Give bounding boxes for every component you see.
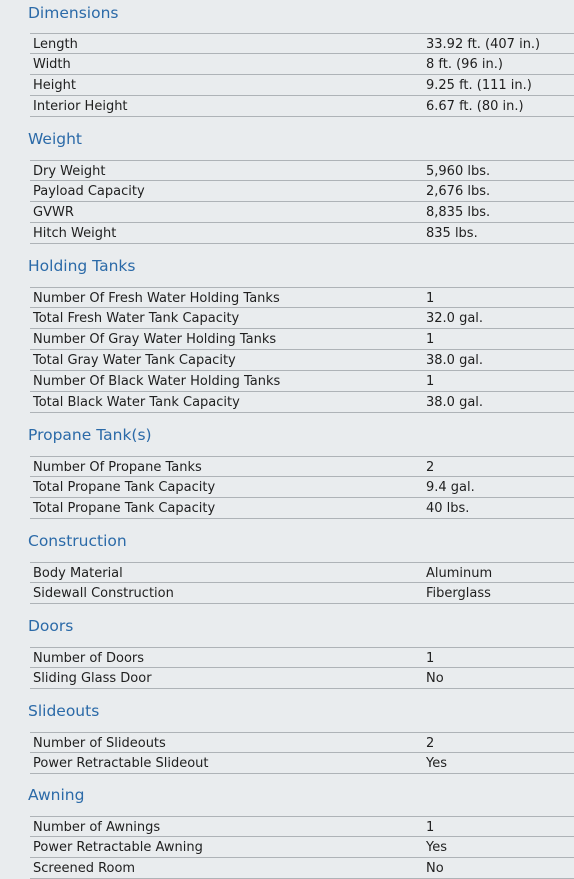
spec-row [30,732,574,753]
spec-label: Number Of Fresh Water Holding Tanks [33,291,280,306]
spec-value: 40 lbs. [426,501,470,516]
section-title-construction: Construction [28,532,127,550]
spec-label: Number of Doors [33,651,145,666]
spec-row [30,329,574,350]
spec-value: 1 [426,820,435,835]
spec-value: 2 [426,736,435,751]
spec-label: Height [33,78,76,93]
spec-row [30,456,574,477]
spec-row [30,668,574,689]
spec-row [30,583,574,604]
spec-row [30,647,574,668]
section-title-doors: Doors [28,617,74,635]
spec-value: 6.67 ft. (80 in.) [426,99,524,114]
spec-row [30,498,574,519]
spec-label: Sliding Glass Door [33,671,152,686]
spec-label: Interior Height [33,99,128,114]
spec-row [30,160,574,181]
spec-label: Dry Weight [33,164,106,179]
spec-row [30,371,574,392]
spec-value: 8,835 lbs. [426,205,491,220]
spec-row [30,308,574,329]
spec-value: 9.4 gal. [426,480,475,495]
spec-value: 835 lbs. [426,226,478,241]
spec-row [30,837,574,858]
spec-value: 1 [426,374,435,389]
spec-label: Power Retractable Awning [33,840,203,855]
spec-value: Aluminum [426,566,493,581]
section-title-propane-tanks: Propane Tank(s) [28,426,152,444]
spec-label: Total Propane Tank Capacity [33,501,216,516]
spec-value: 33.92 ft. (407 in.) [426,37,541,52]
spec-value: 9.25 ft. (111 in.) [426,78,532,93]
spec-label: Total Black Water Tank Capacity [33,395,240,410]
spec-value: Yes [426,756,447,771]
spec-label: Total Fresh Water Tank Capacity [33,311,240,326]
spec-row [30,181,574,202]
spec-row [30,96,574,117]
spec-value: 8 ft. (96 in.) [426,57,503,72]
spec-label: Number Of Black Water Holding Tanks [33,374,281,389]
spec-row [30,287,574,308]
spec-value: 5,960 lbs. [426,164,491,179]
spec-label: Number Of Gray Water Holding Tanks [33,332,277,347]
spec-value: 2 [426,460,435,475]
spec-row [30,223,574,244]
spec-label: Hitch Weight [33,226,117,241]
section-title-holding-tanks: Holding Tanks [28,257,136,275]
spec-label: Total Propane Tank Capacity [33,480,216,495]
spec-value: Fiberglass [426,586,491,601]
spec-label: Screened Room [33,861,136,876]
spec-label: Sidewall Construction [33,586,174,601]
section-title-awning: Awning [28,786,85,804]
section-title-weight: Weight [28,130,83,148]
spec-label: Width [33,57,71,72]
spec-label: Number of Slideouts [33,736,166,751]
spec-row [30,202,574,223]
spec-value: 2,676 lbs. [426,184,491,199]
spec-value: 1 [426,651,435,666]
spec-row [30,753,574,774]
spec-label: GVWR [33,205,74,220]
spec-label: Number Of Propane Tanks [33,460,202,475]
spec-row [30,75,574,96]
spec-label: Total Gray Water Tank Capacity [33,353,236,368]
spec-row [30,477,574,498]
spec-value: 1 [426,291,435,306]
spec-label: Power Retractable Slideout [33,756,209,771]
spec-value: 1 [426,332,435,347]
spec-value: No [426,861,444,876]
spec-value: 32.0 gal. [426,311,484,326]
spec-row [30,54,574,75]
spec-value: Yes [426,840,447,855]
spec-value: No [426,671,444,686]
spec-row [30,816,574,837]
spec-row [30,350,574,371]
section-title-slideouts: Slideouts [28,702,100,720]
section-title-dimensions: Dimensions [28,4,119,22]
spec-row [30,858,574,879]
spec-label: Payload Capacity [33,184,145,199]
spec-row [30,392,574,413]
spec-value: 38.0 gal. [426,395,484,410]
spec-label: Number of Awnings [33,820,161,835]
spec-row [30,562,574,583]
spec-label: Body Material [33,566,123,581]
spec-value: 38.0 gal. [426,353,484,368]
spec-label: Length [33,37,78,52]
spec-row [30,33,574,54]
